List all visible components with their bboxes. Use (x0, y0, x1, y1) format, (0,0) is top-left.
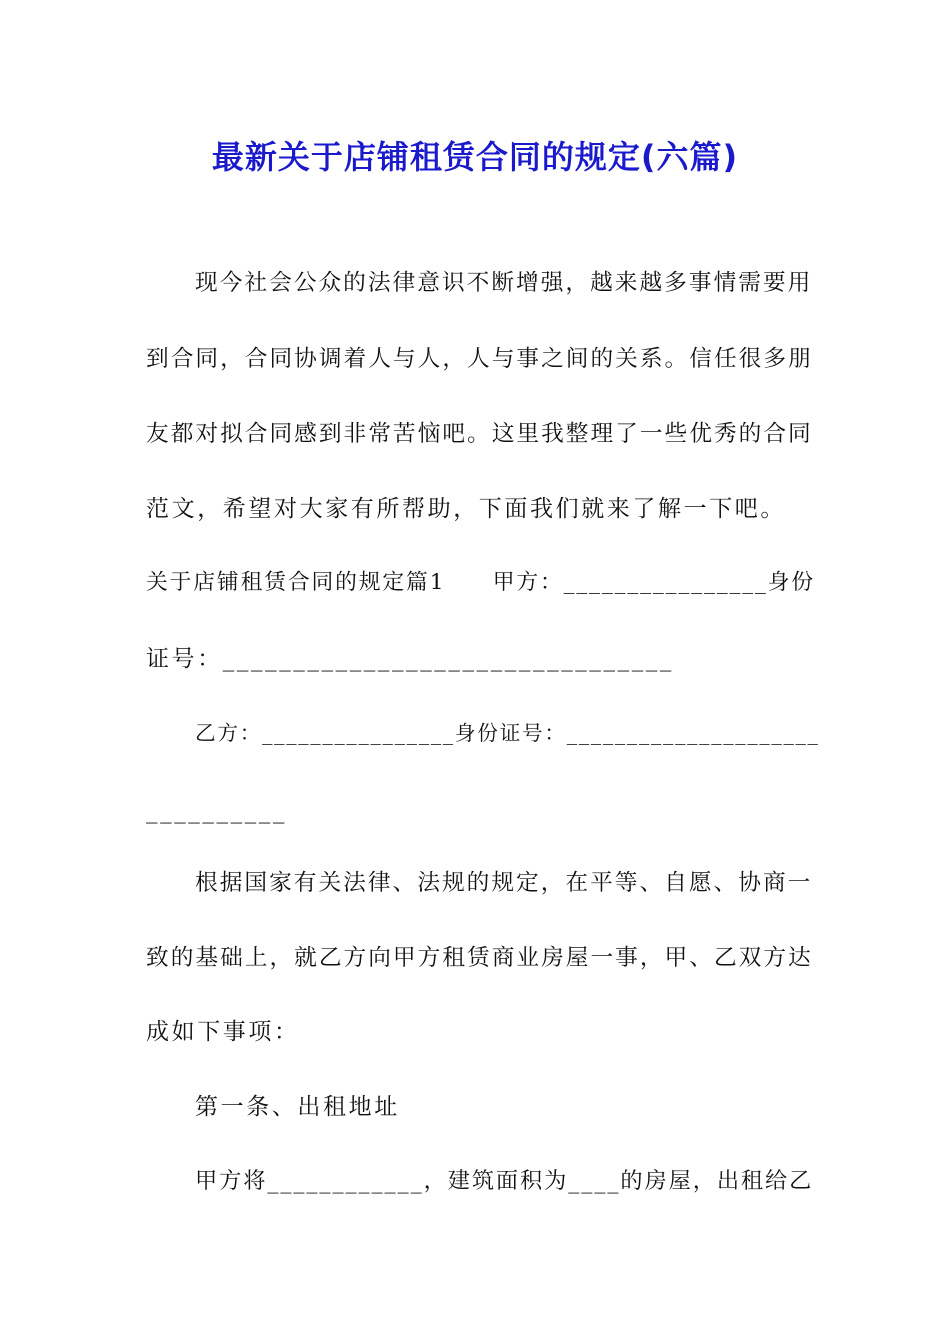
paragraph-line: 乙方：________________身份证号：_____________________ (195, 721, 820, 745)
paragraph-line: 范文，希望对大家有所帮助，下面我们就来了解一下吧。 (146, 496, 786, 522)
paragraph-line: 根据国家有关法律、法规的规定，在平等、自愿、协商一 (195, 870, 813, 896)
paragraph-line: 甲方将____________，建筑面积为____的房屋，出租给乙 (195, 1168, 814, 1194)
paragraph-line: 到合同，合同协调着人与人，人与事之间的关系。信任很多朋 (146, 346, 813, 372)
section-heading: 第一条、出租地址 (195, 1094, 400, 1120)
document-title: 最新关于店铺租赁合同的规定(六篇) (211, 138, 739, 176)
paragraph-line: 成如下事项： (146, 1019, 300, 1045)
paragraph-line: 友都对拟合同感到非常苦恼吧。这里我整理了一些优秀的合同 (146, 421, 813, 447)
paragraph-line: 证号：________________________________ (146, 646, 674, 672)
paragraph-line: __________ (146, 798, 287, 824)
paragraph-line: 致的基础上，就乙方向甲方租赁商业房屋一事，甲、乙双方达 (146, 945, 813, 971)
paragraph-line: 现今社会公众的法律意识不断增强，越来越多事情需要用 (195, 270, 813, 296)
paragraph-line: 关于店铺租赁合同的规定篇1 甲方：________________身份 (146, 570, 816, 595)
